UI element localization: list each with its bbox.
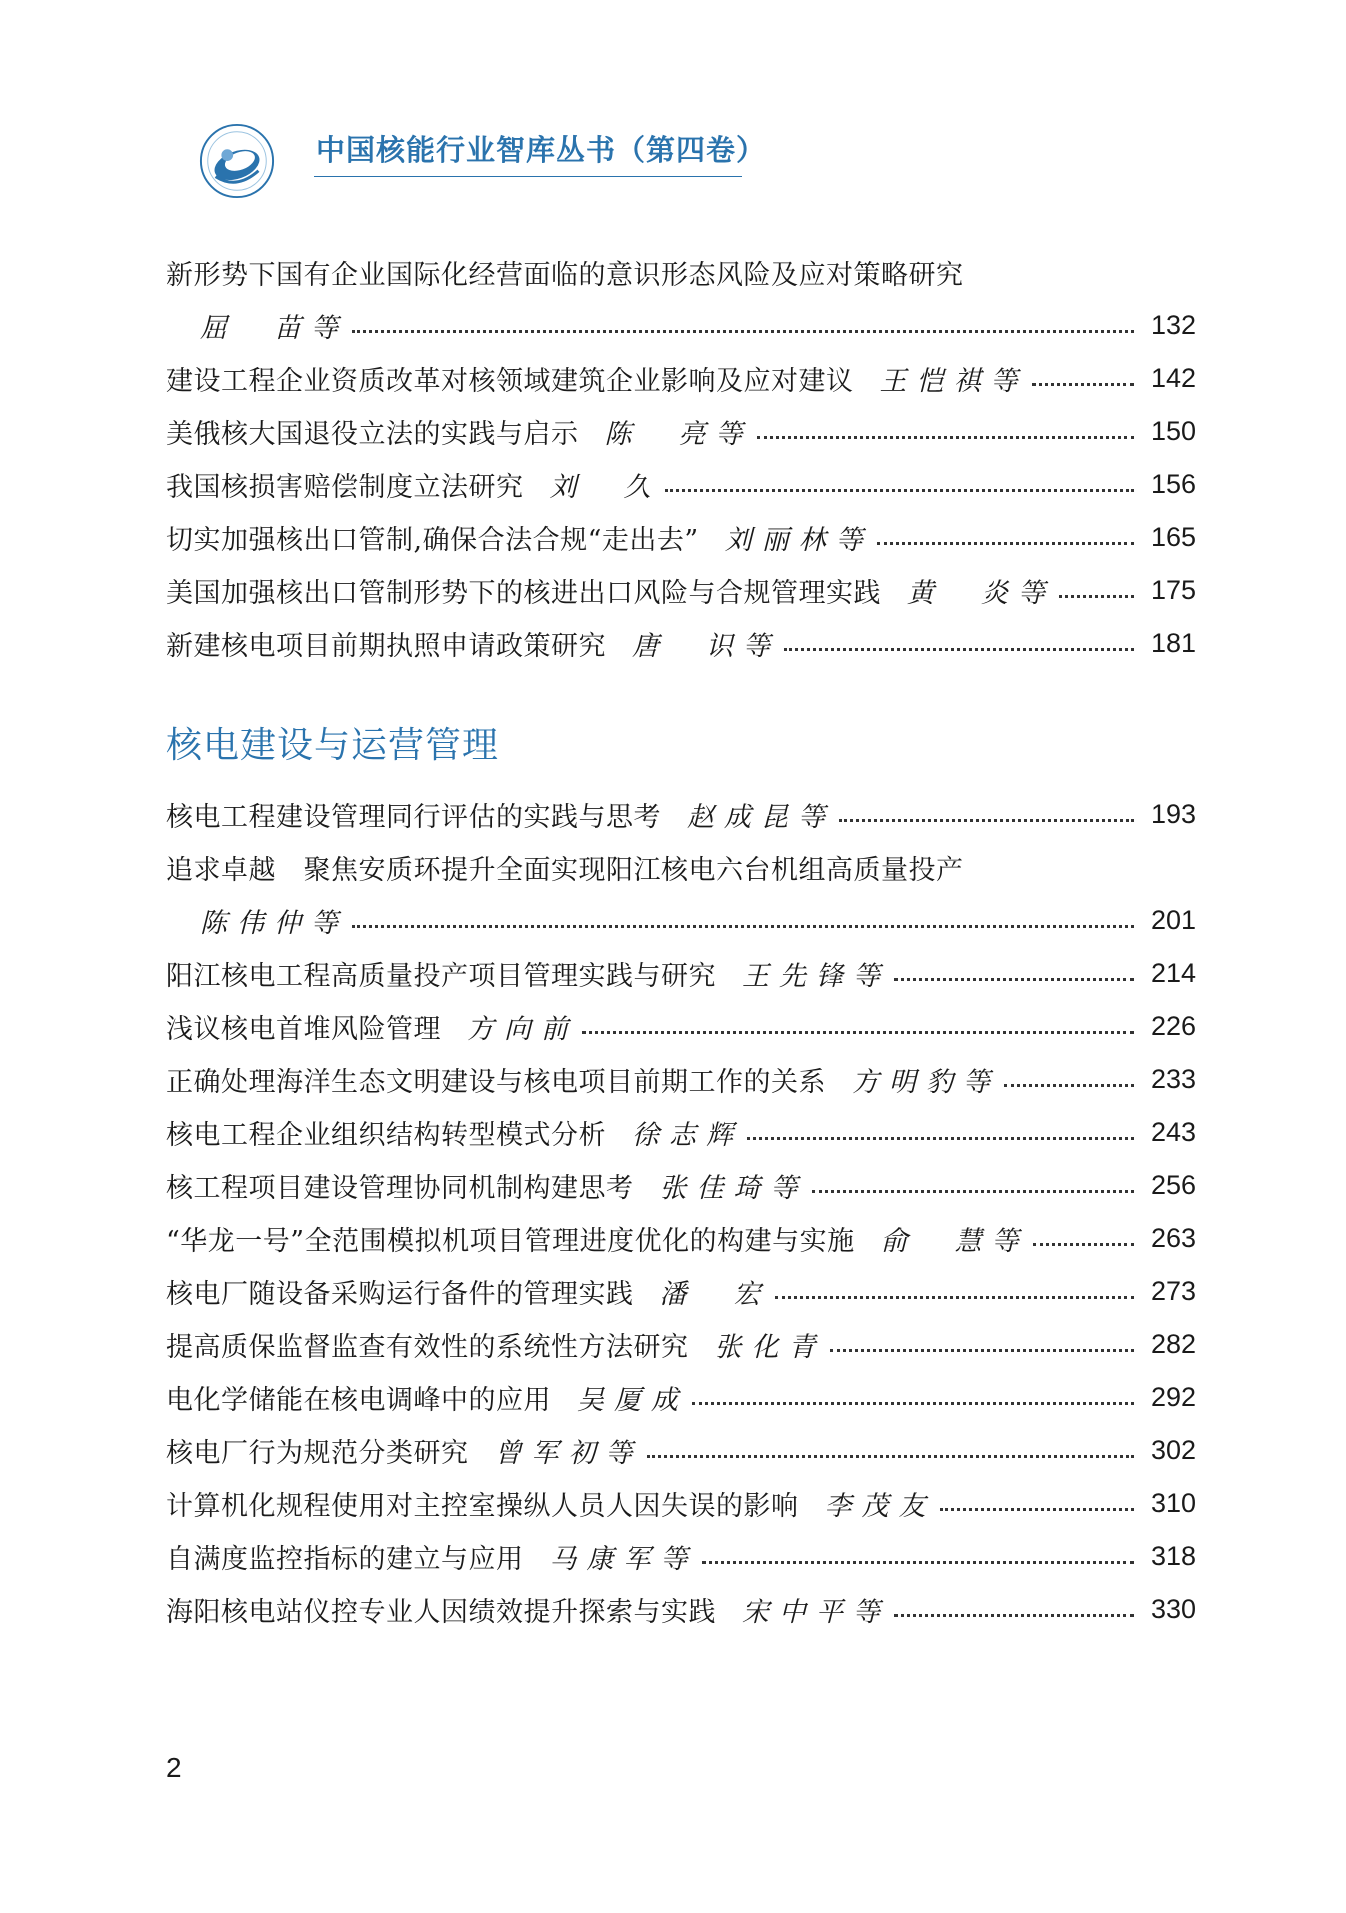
toc-entry-title: 海阳核电站仪控专业人因绩效提升探索与实践 xyxy=(166,1597,716,1628)
toc-entry-page: 150 xyxy=(1150,416,1196,446)
toc-entry-title: 切实加强核出口管制,确保合法合规“走出去” xyxy=(166,525,699,556)
dot-leader xyxy=(1032,383,1135,386)
dot-leader xyxy=(894,978,1134,981)
toc-entry-page: 214 xyxy=(1150,958,1196,988)
toc-entry[interactable] xyxy=(166,405,1196,458)
dot-leader xyxy=(582,1031,1134,1034)
toc-entry-title: 建设工程企业资质改革对核领域建筑企业影响及应对建议 xyxy=(166,366,854,397)
toc-entry-author: 吴厦成 xyxy=(577,1385,688,1416)
toc-entry-page: 282 xyxy=(1150,1329,1196,1359)
toc-entry[interactable] xyxy=(166,1159,1196,1212)
toc-entry[interactable] xyxy=(166,1053,1196,1106)
toc-entry-page: 132 xyxy=(1150,310,1196,340)
toc-entry[interactable] xyxy=(166,1530,1196,1583)
toc-entry-author: 宋中平等 xyxy=(742,1597,890,1628)
toc-entry-page: 156 xyxy=(1150,469,1196,499)
dot-leader xyxy=(877,542,1134,545)
toc-entry-page: 302 xyxy=(1150,1435,1196,1465)
toc-entry-page: 175 xyxy=(1150,575,1196,605)
dot-leader xyxy=(812,1190,1135,1193)
toc-entry-author: 方向前 xyxy=(467,1014,578,1045)
toc-entry-author: 张佳琦等 xyxy=(659,1173,808,1204)
toc-entry[interactable] xyxy=(166,788,1196,841)
toc-entry-page: 330 xyxy=(1150,1594,1196,1624)
toc-entry-author: 屈 苗等 xyxy=(200,313,348,344)
series-title: 中国核能行业智库丛书（第四卷） xyxy=(316,133,767,167)
toc-entry-title: 新建核电项目前期执照申请政策研究 xyxy=(166,631,606,662)
toc-entry-author: 陈 亮等 xyxy=(604,419,753,450)
toc-entry-title: 自满度监控指标的建立与应用 xyxy=(166,1544,524,1575)
toc-entry[interactable] xyxy=(166,1106,1196,1159)
toc-entry[interactable] xyxy=(166,947,1196,1000)
toc-entry[interactable] xyxy=(166,1265,1196,1318)
toc-entry-author: 马康军等 xyxy=(549,1544,698,1575)
toc-entry-title: 提高质保监督监查有效性的系统性方法研究 xyxy=(166,1332,689,1363)
dot-leader xyxy=(830,1349,1135,1352)
toc-entry[interactable] xyxy=(166,511,1196,564)
toc-entry[interactable] xyxy=(166,352,1196,405)
toc-entry-title: 我国核损害赔偿制度立法研究 xyxy=(166,472,524,503)
dot-leader xyxy=(839,819,1134,822)
toc-entry-title: 核电工程企业组织结构转型模式分析 xyxy=(166,1120,606,1151)
toc-entry-page: 233 xyxy=(1150,1064,1196,1094)
toc-entry[interactable] xyxy=(166,841,1196,894)
dot-leader xyxy=(702,1561,1135,1564)
toc-entry[interactable] xyxy=(166,1424,1196,1477)
toc-entry-page: 181 xyxy=(1150,628,1196,658)
toc-entry-author: 曾军初等 xyxy=(494,1438,643,1469)
toc-entry-title: 正确处理海洋生态文明建设与核电项目前期工作的关系 xyxy=(166,1067,826,1098)
toc-entry-page: 243 xyxy=(1150,1117,1196,1147)
dot-leader xyxy=(1059,595,1134,598)
dot-leader xyxy=(692,1402,1134,1405)
dot-leader xyxy=(647,1455,1135,1458)
toc-entry-author: 潘 宏 xyxy=(659,1279,771,1310)
toc-entry[interactable] xyxy=(166,1000,1196,1053)
dot-leader xyxy=(757,436,1135,439)
section-heading: 核电建设与运营管理 xyxy=(166,724,500,766)
dot-leader xyxy=(747,1137,1134,1140)
toc-entry-title: 核电工程建设管理同行评估的实践与思考 xyxy=(166,802,661,833)
toc-entry-page: 263 xyxy=(1150,1223,1196,1253)
toc-entry-title: 美国加强核出口管制形势下的核进出口风险与合规管理实践 xyxy=(166,578,881,609)
toc-entry-continuation[interactable] xyxy=(166,894,1196,947)
toc-entry[interactable] xyxy=(166,246,1196,299)
toc-entry-author: 刘丽林等 xyxy=(724,525,873,556)
toc-entry-author: 李茂友 xyxy=(824,1491,936,1522)
toc-entry-title: 阳江核电工程高质量投产项目管理实践与研究 xyxy=(166,961,716,992)
toc-entry-title: 核工程项目建设管理协同机制构建思考 xyxy=(166,1173,634,1204)
toc-entry[interactable] xyxy=(166,1371,1196,1424)
toc-entry[interactable] xyxy=(166,1583,1196,1636)
toc-entry-page: 201 xyxy=(1150,905,1196,935)
dot-leader xyxy=(784,648,1134,651)
toc-entry-page: 142 xyxy=(1150,363,1196,393)
toc-entry-author: 赵成昆等 xyxy=(687,802,835,833)
toc-entry-page: 256 xyxy=(1150,1170,1196,1200)
toc-entry[interactable] xyxy=(166,564,1196,617)
toc-entry-author: 徐志辉 xyxy=(632,1120,743,1151)
toc-entry-page: 193 xyxy=(1150,799,1196,829)
toc-entry-page: 226 xyxy=(1150,1011,1196,1041)
toc-entry-author: 黄 炎等 xyxy=(907,578,1055,609)
dot-leader xyxy=(665,489,1135,492)
toc-entry-author: 陈伟仲等 xyxy=(200,908,348,939)
toc-entry-author: 刘 久 xyxy=(549,472,661,503)
dot-leader xyxy=(894,1614,1134,1617)
page-header xyxy=(198,118,767,188)
dot-leader xyxy=(352,330,1134,333)
dot-leader xyxy=(1033,1243,1134,1246)
toc-entry-title: “华龙一号”全范围模拟机项目管理进度优化的构建与实施 xyxy=(166,1226,855,1257)
toc-entry[interactable] xyxy=(166,1477,1196,1530)
toc-entry-title: 新形势下国有企业国际化经营面临的意识形态风险及应对策略研究 xyxy=(166,260,964,291)
toc-entry-author: 王恺祺等 xyxy=(879,366,1028,397)
toc-entry-author: 王先锋等 xyxy=(742,961,890,992)
dot-leader xyxy=(352,925,1134,928)
toc-entry-author: 俞 慧等 xyxy=(880,1226,1029,1257)
header-rule xyxy=(314,176,742,177)
table-of-contents xyxy=(166,246,1196,1636)
toc-entry-page: 318 xyxy=(1150,1541,1196,1571)
toc-entry-title: 追求卓越 聚焦安质环提升全面实现阳江核电六台机组高质量投产 xyxy=(166,855,964,886)
toc-entry-page: 165 xyxy=(1150,522,1196,552)
toc-entry-page: 273 xyxy=(1150,1276,1196,1306)
toc-entry-title: 核电厂随设备采购运行备件的管理实践 xyxy=(166,1279,634,1310)
toc-entry[interactable] xyxy=(166,617,1196,670)
toc-entry-author: 方明豹等 xyxy=(852,1067,1000,1098)
dot-leader xyxy=(775,1296,1135,1299)
toc-entry[interactable] xyxy=(166,1212,1196,1265)
toc-entry-title: 电化学储能在核电调峰中的应用 xyxy=(166,1385,551,1416)
toc-entry-title: 浅议核电首堆风险管理 xyxy=(166,1014,441,1045)
toc-entry-title: 核电厂行为规范分类研究 xyxy=(166,1438,469,1469)
dot-leader xyxy=(1004,1084,1134,1087)
page-number: 2 xyxy=(166,1752,182,1783)
toc-entry[interactable] xyxy=(166,458,1196,511)
toc-entry[interactable] xyxy=(166,1318,1196,1371)
toc-entry-title: 计算机化规程使用对主控室操纵人员人因失误的影响 xyxy=(166,1491,799,1522)
toc-entry-page: 292 xyxy=(1150,1382,1196,1412)
toc-entry-title: 美俄核大国退役立法的实践与启示 xyxy=(166,419,579,450)
dot-leader xyxy=(940,1508,1135,1511)
toc-entry-author: 唐 识等 xyxy=(632,631,780,662)
association-logo-icon xyxy=(198,122,276,200)
toc-entry-author: 张化青 xyxy=(714,1332,826,1363)
toc-entry-page: 310 xyxy=(1150,1488,1196,1518)
toc-entry-continuation[interactable] xyxy=(166,299,1196,352)
